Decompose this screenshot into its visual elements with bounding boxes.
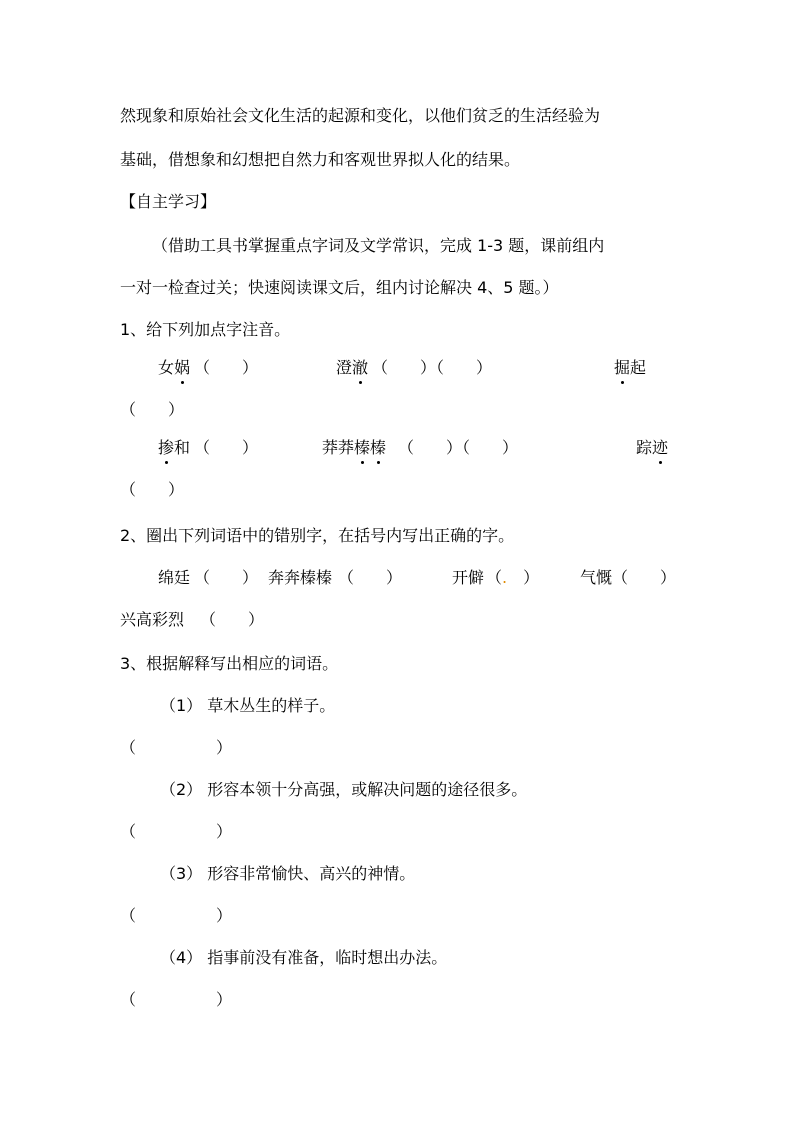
question-3-title: 3、根据解释写出相应的词语。 <box>120 654 339 673</box>
q1-word-chanhuo <box>158 438 190 458</box>
q2-word-2: 奔奔榛榛 <box>268 568 333 587</box>
q2-blank-2: （ ） <box>338 568 403 587</box>
q1-blank-nuwa: （ ） <box>194 358 259 377</box>
q1-blank-jueqi: （ ） <box>120 400 185 419</box>
q1-word-mangmang-c1: 莽 <box>322 438 339 457</box>
q2-mark: . <box>502 568 508 587</box>
q1-word-jueqi-char1: 掘 <box>614 358 631 377</box>
q2-word-5: 兴高彩烈 <box>120 610 185 629</box>
q2-blank-4: （ ） <box>612 568 677 587</box>
intro-line-2: 基础，借想象和幻想把自然力和客观世界拟人化的结果。 <box>120 150 521 169</box>
section-title: 【自主学习】 <box>120 192 217 211</box>
q1-word-chanhuo-char2: 和 <box>174 438 191 457</box>
q1-word-zongji <box>636 438 668 458</box>
q1-word-nuwa <box>158 358 190 378</box>
instructions-line-2: 一对一检查过关；快速阅读课文后，组内讨论解决 4、5 题。） <box>120 278 559 297</box>
q1-word-jueqi-char2: 起 <box>630 358 647 377</box>
q1-word-mangmang <box>322 438 386 458</box>
q3-item-3: （3） 形容非常愉快、高兴的神情。 <box>160 864 416 883</box>
q1-word-mangmang-c2: 莽 <box>338 438 355 457</box>
intro-line-1: 然现象和原始社会文化生活的起源和变化，以他们贫乏的生活经验为 <box>120 106 601 125</box>
q2-blank-3: （. ） <box>486 568 540 587</box>
instructions-line-1: （借助工具书掌握重点字词及文学常识，完成 1-3 题，课前组内 <box>152 236 605 255</box>
q3-answer-1: （ ） <box>120 738 233 757</box>
q1-word-zongji-char2: 迹 <box>652 438 669 457</box>
q2-word-3: 开僻 <box>452 568 485 587</box>
q2-blank-5: （ ） <box>200 610 265 629</box>
q3-answer-3: （ ） <box>120 906 233 925</box>
q1-word-chengche <box>336 358 368 378</box>
q1-word-chengche-char2: 澈 <box>352 358 369 377</box>
q3-item-1: （1） 草木丛生的样子。 <box>160 696 336 715</box>
q1-blank-mangmang: （ ）（ ） <box>398 438 519 457</box>
q3-answer-4: （ ） <box>120 990 233 1009</box>
q2-word-4: 气慨 <box>580 568 613 587</box>
q1-word-zongji-char1: 踪 <box>636 438 653 457</box>
q3-answer-2: （ ） <box>120 822 233 841</box>
q1-word-chengche-char1: 澄 <box>336 358 353 377</box>
q1-blank-chengche: （ ）（ ） <box>372 358 493 377</box>
q2-word-1: 绵廷 <box>158 568 191 587</box>
q1-word-mangmang-c4: 榛 <box>370 438 387 457</box>
q1-word-nuwa-char2: 娲 <box>174 358 191 377</box>
q1-blank-chanhuo: （ ） <box>194 438 259 457</box>
q3-item-4: （4） 指事前没有准备，临时想出办法。 <box>160 948 448 967</box>
q1-word-nuwa-char1: 女 <box>158 358 175 377</box>
question-2-title: 2、圈出下列词语中的错别字，在括号内写出正确的字。 <box>120 526 515 545</box>
q1-word-mangmang-c3: 榛 <box>354 438 371 457</box>
q1-word-chanhuo-char1: 掺 <box>158 438 175 457</box>
q2-blank-1: （ ） <box>194 568 259 587</box>
q1-word-jueqi <box>614 358 646 378</box>
q3-item-2: （2） 形容本领十分高强，或解决问题的途径很多。 <box>160 780 528 799</box>
q1-blank-zongji: （ ） <box>120 480 185 499</box>
question-1-title: 1、给下列加点字注音。 <box>120 320 291 339</box>
